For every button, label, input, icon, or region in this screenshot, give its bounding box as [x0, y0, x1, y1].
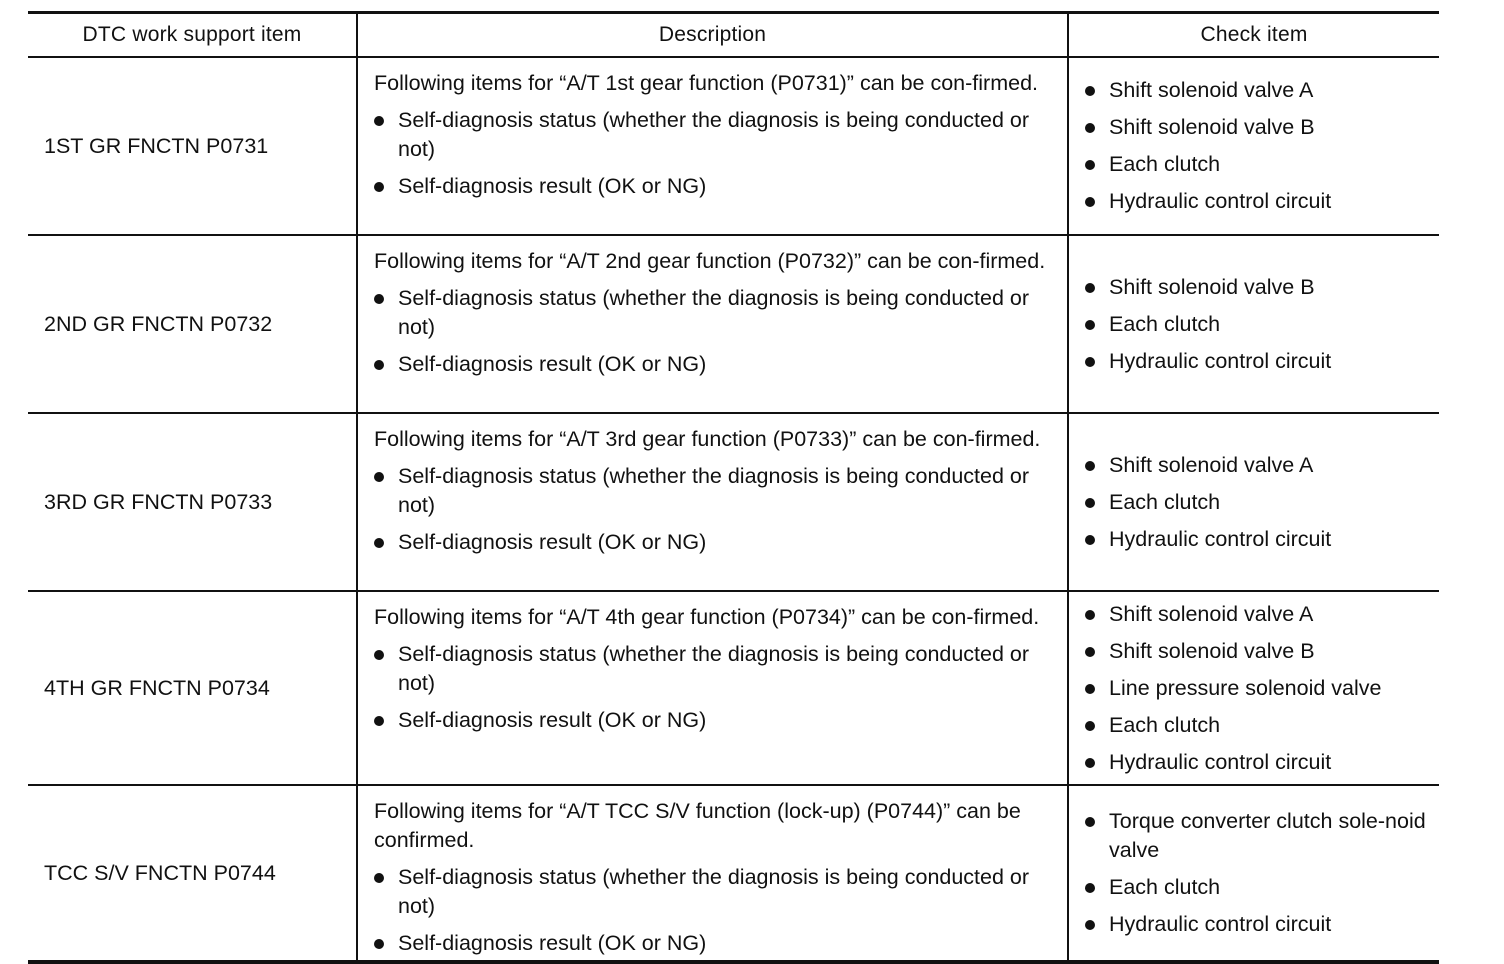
dtc-item-cell: 2ND GR FNCTN P0732: [28, 236, 358, 412]
check-item-text: Line pressure solenoid valve: [1109, 675, 1382, 700]
check-item-text: Each clutch: [1109, 712, 1221, 737]
bullet-icon: [374, 716, 384, 726]
check-item: [1085, 910, 1439, 939]
bullet-text: Self-diagnosis result (OK or NG): [398, 174, 707, 198]
bullet-icon: [1085, 461, 1095, 471]
check-item: [1085, 187, 1439, 216]
bullet-icon: [1085, 197, 1095, 207]
table-row: [28, 414, 1439, 592]
description-bullet: [374, 863, 1055, 921]
check-item-text: Each clutch: [1109, 152, 1221, 176]
check-item-text: Shift solenoid valve A: [1109, 601, 1314, 626]
check-item-text: Shift solenoid valve B: [1109, 274, 1315, 299]
bullet-icon: [1085, 283, 1095, 293]
bullet-icon: [1085, 647, 1095, 657]
table-row: [28, 786, 1439, 960]
table-header: [28, 14, 1439, 58]
check-item: [1085, 451, 1439, 480]
bullet-icon: [374, 873, 384, 883]
check-item-text: Each clutch: [1109, 489, 1221, 514]
description-cell: [358, 236, 1069, 412]
bullet-text: Self-diagnosis status (whether the diagnosis is being conducted or not): [398, 108, 1030, 161]
header-item: DTC work support item: [28, 14, 358, 56]
check-item-text: Shift solenoid valve A: [1109, 78, 1314, 102]
check-item: [1085, 600, 1439, 629]
description-bullet: [374, 284, 1055, 342]
check-item-text: Hydraulic control circuit: [1109, 749, 1332, 774]
check-item-text: Torque converter clutch sole-noid valve: [1109, 809, 1426, 862]
dtc-item-cell: 1ST GR FNCTN P0731: [28, 58, 358, 234]
table-body: [28, 58, 1439, 960]
check-item-text: Hydraulic control circuit: [1109, 526, 1332, 551]
bullet-icon: [1085, 320, 1095, 330]
dtc-item-cell: 4TH GR FNCTN P0734: [28, 592, 358, 784]
description-intro: Following items for “A/T 1st gear function (P0731)” can be con-firmed.: [374, 71, 1039, 95]
bullet-text: Self-diagnosis status (whether the diagnosis is being conducted or not): [398, 865, 1030, 918]
bullet-icon: [1085, 86, 1095, 96]
description-cell: [358, 592, 1069, 784]
description-cell: [358, 414, 1069, 590]
bullet-icon: [1085, 535, 1095, 545]
dtc-work-support-table: [28, 11, 1439, 964]
description-bullet: [374, 172, 1055, 201]
bullet-icon: [1085, 357, 1095, 367]
bullet-text: Self-diagnosis status (whether the diagnosis is being conducted or not): [398, 642, 1030, 695]
bullet-icon: [1085, 817, 1095, 827]
bullet-text: Self-diagnosis result (OK or NG): [398, 708, 707, 732]
description-bullet: [374, 929, 1055, 958]
check-item-text: Hydraulic control circuit: [1109, 348, 1332, 373]
bullet-icon: [374, 116, 384, 126]
check-item: [1085, 525, 1439, 554]
description-intro: Following items for “A/T 4th gear function (P0734)” can be con-firmed.: [374, 605, 1040, 629]
bullet-icon: [374, 538, 384, 548]
bullet-icon: [374, 294, 384, 304]
check-item: [1085, 873, 1439, 902]
table-row: [28, 236, 1439, 414]
header-description: Description: [358, 14, 1069, 56]
description-bullet: [374, 462, 1055, 520]
check-item-cell: [1069, 786, 1439, 960]
check-item: [1085, 637, 1439, 666]
description-bullet: [374, 106, 1055, 164]
bullet-icon: [374, 939, 384, 949]
description-intro: Following items for “A/T 2nd gear function (P0732)” can be con-firmed.: [374, 249, 1046, 273]
check-item: [1085, 748, 1439, 777]
bullet-icon: [1085, 610, 1095, 620]
check-item-text: Hydraulic control circuit: [1109, 912, 1332, 936]
description-bullet: [374, 640, 1055, 698]
dtc-item-cell: TCC S/V FNCTN P0744: [28, 786, 358, 960]
check-item: [1085, 76, 1439, 105]
table-row: [28, 58, 1439, 236]
check-item: [1085, 113, 1439, 142]
description-bullet: [374, 706, 1055, 735]
bullet-icon: [1085, 920, 1095, 930]
dtc-item-cell: 3RD GR FNCTN P0733: [28, 414, 358, 590]
bullet-text: Self-diagnosis result (OK or NG): [398, 530, 707, 554]
bullet-icon: [374, 360, 384, 370]
bullet-icon: [374, 182, 384, 192]
check-item-text: Shift solenoid valve B: [1109, 115, 1315, 139]
bullet-icon: [1085, 684, 1095, 694]
check-item: [1085, 488, 1439, 517]
check-item: [1085, 711, 1439, 740]
check-item-cell: [1069, 414, 1439, 590]
bullet-text: Self-diagnosis status (whether the diagnosis is being conducted or not): [398, 286, 1030, 339]
bullet-text: Self-diagnosis status (whether the diagnosis is being conducted or not): [398, 464, 1030, 517]
check-item-cell: [1069, 236, 1439, 412]
check-item-text: Shift solenoid valve B: [1109, 638, 1315, 663]
check-item-text: Each clutch: [1109, 311, 1221, 336]
table-bottom-rule: [28, 960, 1439, 964]
check-item-text: Hydraulic control circuit: [1109, 189, 1332, 213]
description-intro: Following items for “A/T 3rd gear function (P0733)” can be con-firmed.: [374, 427, 1041, 451]
bullet-icon: [1085, 123, 1095, 133]
bullet-icon: [374, 472, 384, 482]
description-bullet: [374, 528, 1055, 557]
description-cell: [358, 786, 1069, 960]
bullet-icon: [1085, 721, 1095, 731]
check-item: [1085, 807, 1439, 865]
bullet-icon: [1085, 758, 1095, 768]
check-item: [1085, 273, 1439, 302]
check-item-cell: [1069, 58, 1439, 234]
description-cell: [358, 58, 1069, 234]
check-item: [1085, 674, 1439, 703]
description-bullet: [374, 350, 1055, 379]
table-row: [28, 592, 1439, 786]
bullet-icon: [1085, 160, 1095, 170]
check-item: [1085, 347, 1439, 376]
check-item-cell: [1069, 592, 1439, 784]
check-item: [1085, 150, 1439, 179]
bullet-text: Self-diagnosis result (OK or NG): [398, 931, 707, 955]
header-check: Check item: [1200, 23, 1308, 46]
check-item-text: Shift solenoid valve A: [1109, 452, 1314, 477]
check-item-text: Each clutch: [1109, 875, 1221, 899]
bullet-icon: [1085, 883, 1095, 893]
description-intro: Following items for “A/T TCC S/V function (lock-up) (P0744)” can be confirmed.: [374, 799, 1021, 852]
bullet-text: Self-diagnosis result (OK or NG): [398, 352, 707, 376]
bullet-icon: [374, 650, 384, 660]
bullet-icon: [1085, 498, 1095, 508]
check-item: [1085, 310, 1439, 339]
